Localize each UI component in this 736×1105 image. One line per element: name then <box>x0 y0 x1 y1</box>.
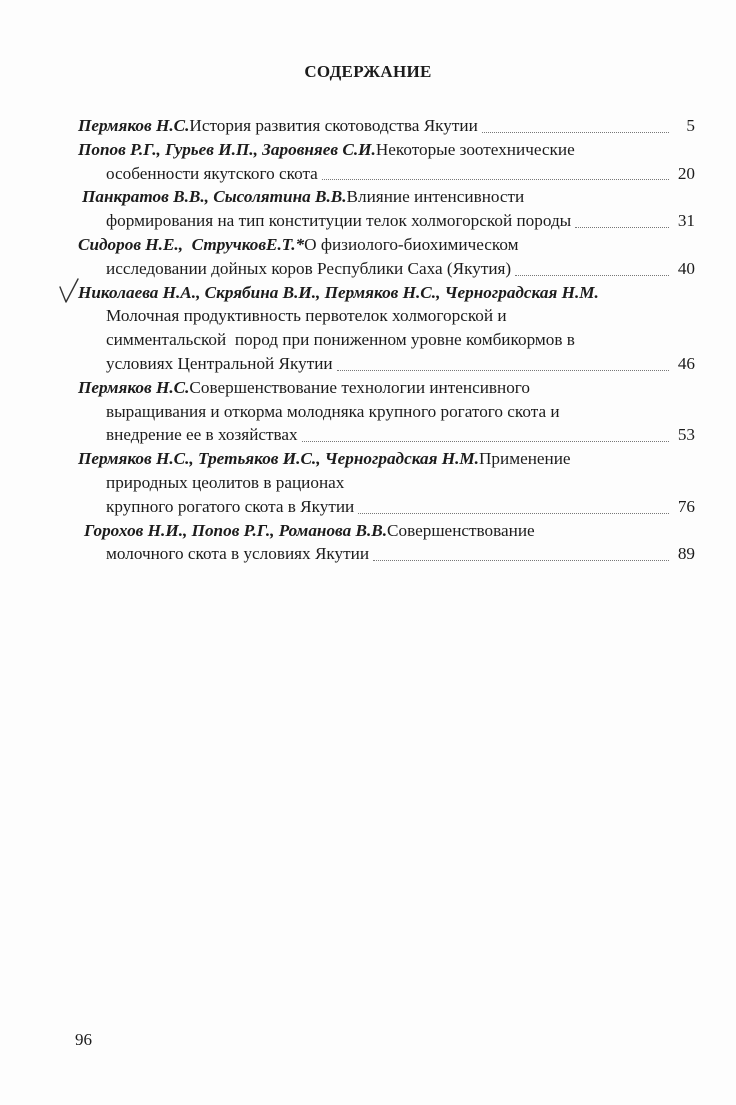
entry-authors: Николаева Н.А., Скрябина В.И., Пермяков Н.С., Черноградская Н.М. <box>78 282 599 302</box>
entry-authors: Панкратов В.В., Сысолятина В.В. <box>82 187 347 207</box>
toc-line <box>78 423 695 447</box>
entry-title-continued: условиях Центральной Якутии <box>106 353 333 373</box>
toc-entry <box>78 138 695 186</box>
table-of-contents <box>78 114 695 566</box>
entry-title-continued: особенности якутского скота <box>106 163 318 183</box>
handwritten-checkmark-icon <box>58 277 80 305</box>
entry-authors: Сидоров Н.Е., СтручковЕ.Т.* <box>78 234 305 254</box>
entry-page-number: 31 <box>677 211 695 231</box>
entry-title: О физиолого-биохимическом <box>304 234 519 254</box>
toc-line <box>78 447 695 471</box>
toc-line <box>78 519 695 543</box>
toc-line <box>78 281 695 305</box>
toc-entry <box>78 185 695 233</box>
entry-page-number: 76 <box>677 496 695 516</box>
entry-page-number: 89 <box>677 544 695 564</box>
toc-line <box>78 304 695 328</box>
toc-line <box>78 542 695 566</box>
toc-line <box>78 352 695 376</box>
dot-leader <box>575 227 669 228</box>
dot-leader <box>515 275 669 276</box>
toc-entry <box>78 447 695 518</box>
entry-authors: Пермяков Н.С. <box>78 377 190 397</box>
entry-title: Некоторые зоотехнические <box>375 139 575 159</box>
toc-line <box>78 257 695 281</box>
entry-title: История развития скотоводства Якутии <box>189 116 478 135</box>
toc-entry <box>78 233 695 281</box>
entry-title-continued: внедрение ее в хозяйствах <box>106 425 298 445</box>
entry-title-continued: молочного скота в условиях Якутии <box>106 544 370 564</box>
toc-line <box>78 495 695 519</box>
toc-line <box>78 471 695 495</box>
toc-line <box>78 162 695 186</box>
entry-title-continued: Молочная продуктивность первотелок холмогорской и <box>106 306 507 326</box>
entry-title: Совершенствование технологии интенсивного <box>189 377 531 397</box>
entry-title-continued: формирования на тип конституции телок холмогорской породы <box>106 211 572 231</box>
toc-entry <box>78 376 695 447</box>
toc-line <box>78 138 695 162</box>
entry-page-number: 53 <box>677 425 695 445</box>
page-number: 96 <box>75 1030 92 1049</box>
page-title: СОДЕРЖАНИЕ <box>304 62 432 81</box>
entry-title: Совершенствование <box>387 520 535 540</box>
entry-page-number: 40 <box>677 258 695 278</box>
dot-leader <box>482 132 669 133</box>
toc-entry <box>78 519 695 567</box>
toc-line <box>78 328 695 352</box>
entry-title: Применение <box>478 449 571 469</box>
toc-line <box>78 114 695 138</box>
entry-page-number: 20 <box>677 163 695 183</box>
entry-authors: Пермяков Н.С. <box>78 116 190 135</box>
entry-title-continued: симментальской пород при пониженном уровне комбикормов в <box>106 330 575 350</box>
entry-title-continued: выращивания и откорма молодняка крупного рогатого скота и <box>106 401 560 421</box>
entry-authors: Попов Р.Г., Гурьев И.П., Заровняев С.И. <box>78 139 376 159</box>
entry-page-number: 5 <box>686 116 695 135</box>
dot-leader <box>373 560 669 561</box>
entry-title: Влияние интенсивности <box>346 187 525 207</box>
toc-entry <box>78 281 695 376</box>
dot-leader <box>358 513 669 514</box>
entry-page-number: 46 <box>677 353 695 373</box>
toc-line <box>78 209 695 233</box>
entry-title-continued: исследовании дойных коров Республики Саха (Якутия) <box>106 258 512 278</box>
toc-line <box>78 233 695 257</box>
entry-authors: Пермяков Н.С., Третьяков И.С., Черноградская Н.М. <box>78 449 479 469</box>
entry-title-continued: природных цеолитов в рационах <box>106 472 345 492</box>
dot-leader <box>322 179 669 180</box>
toc-line <box>78 400 695 424</box>
toc-line <box>78 376 695 400</box>
toc-entry <box>78 114 695 138</box>
dot-leader <box>337 370 669 371</box>
entry-title-continued: крупного рогатого скота в Якутии <box>106 496 355 516</box>
entry-authors: Горохов Н.И., Попов Р.Г., Романова В.В. <box>84 520 388 540</box>
toc-line <box>78 185 695 209</box>
dot-leader <box>302 441 669 442</box>
